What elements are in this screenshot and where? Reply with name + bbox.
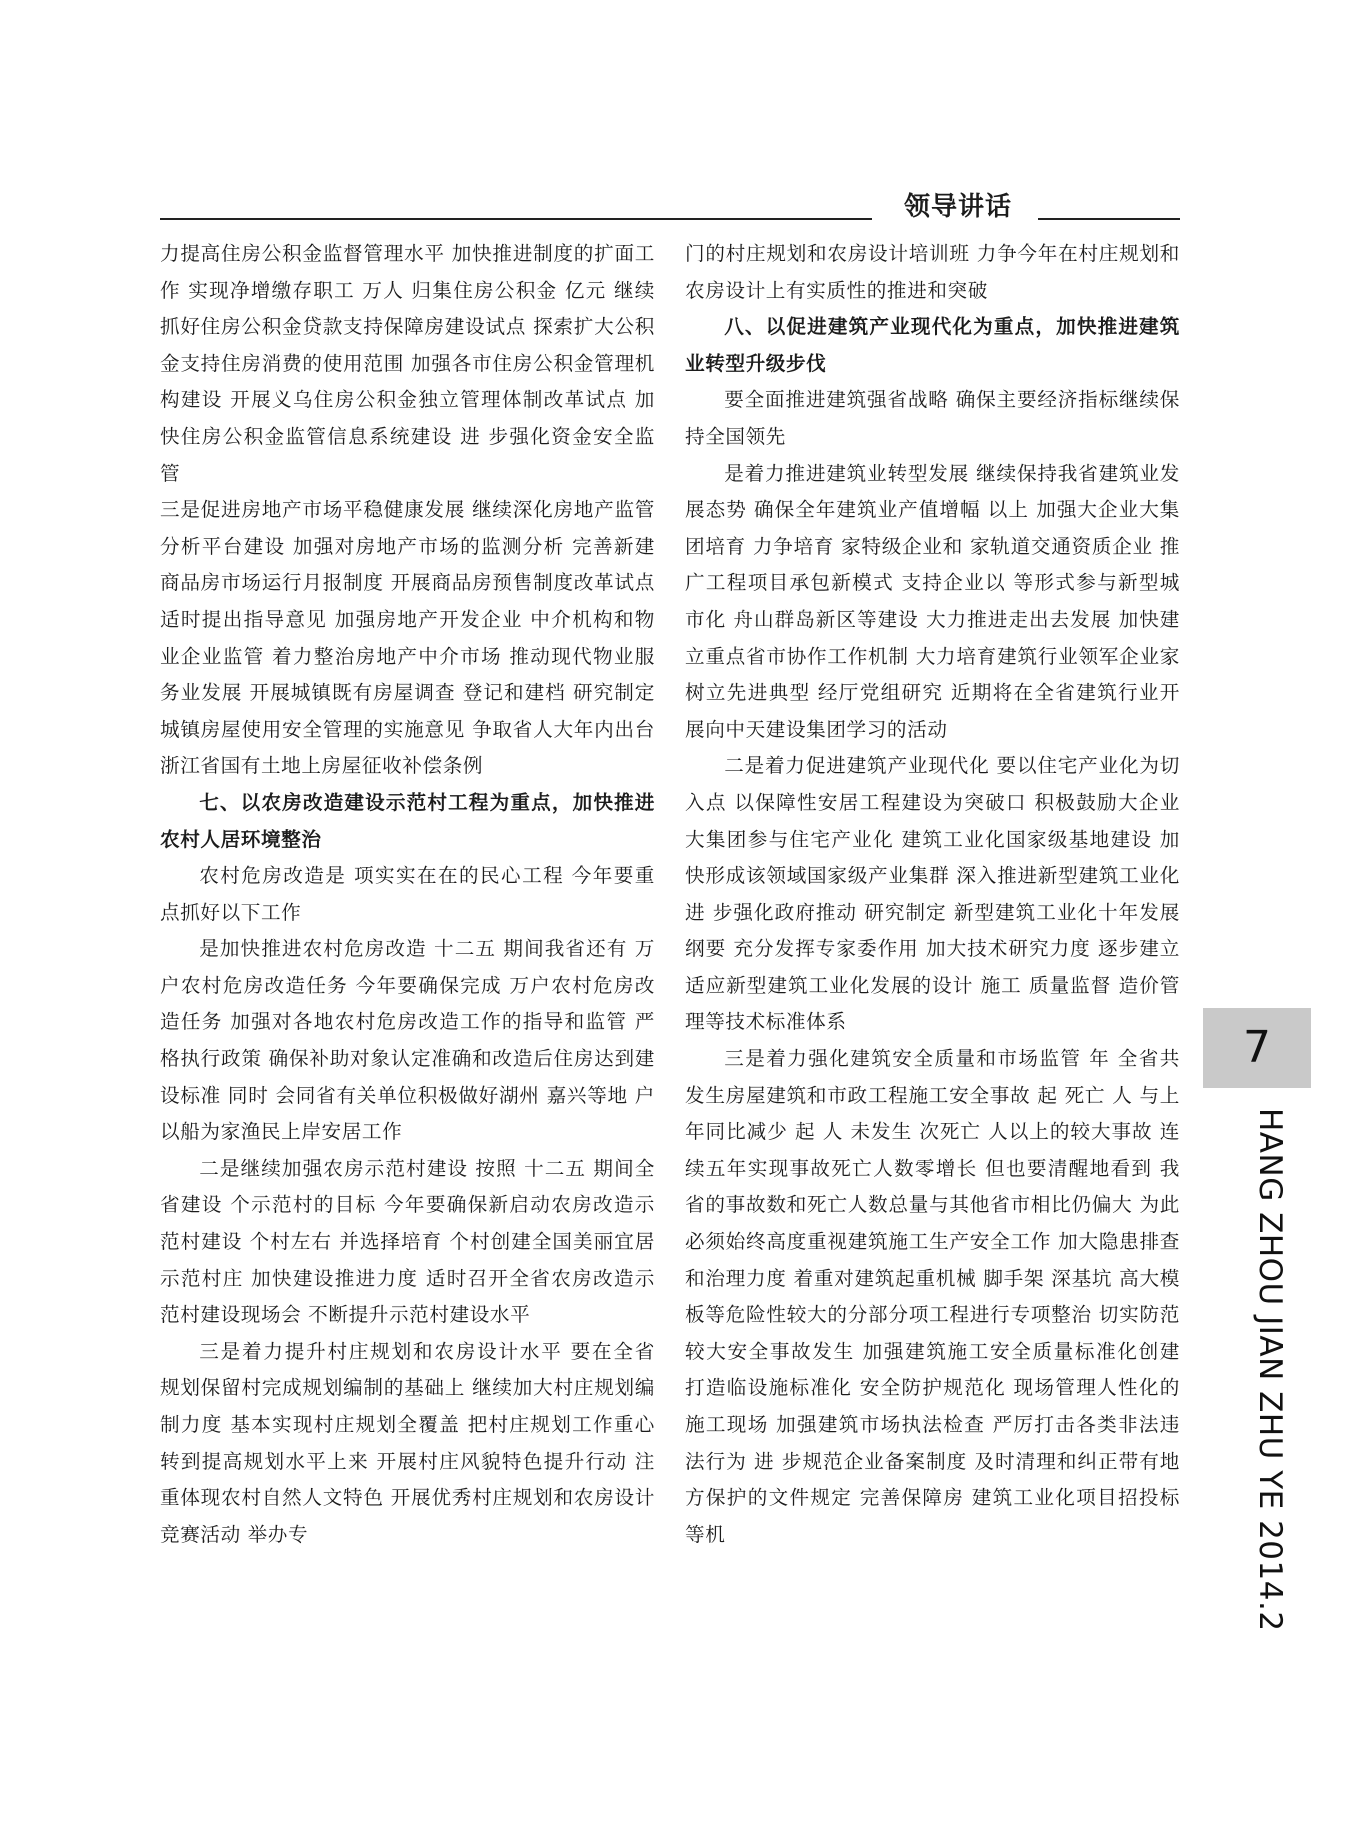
paragraph: 是加快推进农村危房改造 十二五 期间我省还有 万户农村危房改造任务 今年要确保完成 万户农村危房改造任务 加强对各地农村危房改造工作的指导和监管 严格执行政策 确保补助对象认定准确和改造后住房达到建设标准 同时 会同省有关单位积极做好湖州 嘉兴等地 户以船为家渔民上岸安居工作 bbox=[160, 937, 655, 1144]
paragraph: 二是继续加强农房示范村建设 按照 十二五 期间全省建设 个示范村的目标 今年要确保新启动农房改造示范村建设 个村左右 并选择培育 个村创建全国美丽宜居示范村庄 加快建设推进力度 适时召开全省农房改造示范村建设现场会 不断提升示范村建设水平 bbox=[160, 1156, 655, 1327]
paragraph: 门的村庄规划和农房设计培训班 力争今年在村庄规划和农房设计上有实质性的推进和突破 bbox=[685, 242, 1180, 302]
left-column bbox=[160, 236, 655, 1553]
section-heading-8: 八、以促进建筑产业现代化为重点，加快推进建筑业转型升级步伐 bbox=[685, 315, 1180, 375]
paragraph: 三是着力提升村庄规划和农房设计水平 要在全省 规划保留村完成规划编制的基础上 继续加大村庄规划编制力度 基本实现村庄规划全覆盖 把村庄规划工作重心转到提高规划水平上来 开展村庄风貌特色提升行动 注重体现农村自然人文特色 开展优秀村庄规划和农房设计竞赛活动 举办专 bbox=[160, 1339, 655, 1546]
section-heading-7: 七、以农房改造建设示范村工程为重点，加快推进农村人居环境整治 bbox=[160, 790, 655, 851]
header-rule-left bbox=[160, 218, 872, 220]
paragraph: 力提高住房公积金监督管理水平 加快推进制度的扩面工作 实现净增缴存职工 万人 归集住房公积金 亿元 继续抓好住房公积金贷款支持保障房建设试点 探索扩大公积金支持住房消费的使用范围 加强各市住房公积金管理机构建设 开展义乌住房公积金独立管理体制改革试点 加快住房公积金监管信息系统建设 进 步强化资金安全监管 bbox=[160, 242, 655, 485]
right-column bbox=[685, 236, 1180, 1553]
page-number: 7 bbox=[1203, 1008, 1311, 1088]
paragraph: 三是促进房地产市场平稳健康发展 继续深化房地产监管分析平台建设 加强对房地产市场的监测分析 完善新建商品房市场运行月报制度 开展商品房预售制度改革试点 适时提出指导意见 加强房地产开发企业 中介机构和物业企业监管 着力整治房地产中介市场 推动现代物业服务业发展 开展城镇既有房屋调查 登记和建档 研究制定城镇房屋使用安全管理的实施意见 争取省人大年内出台 浙江省国有土地上房屋征收补偿条例 bbox=[160, 498, 655, 778]
paragraph: 要全面推进建筑强省战略 确保主要经济指标继续保持全国领先 bbox=[685, 388, 1180, 448]
journal-name: HANG ZHOU JIAN ZHU YE 2014.2 bbox=[1252, 1108, 1288, 1632]
paragraph: 二是着力促进建筑产业现代化 要以住宅产业化为切入点 以保障性安居工程建设为突破口 积极鼓励大企业 大集团参与住宅产业化 建筑工业化国家级基地建设 加快形成该领域国家级产业集群 深入推进新型建筑工业化 进 步强化政府推动 研究制定 新型建筑工业化十年发展纲要 充分发挥专家委作用 加大技术研究力度 逐步建立适应新型建筑工业化发展的设计 施工 质量监督 造价管理等技术标准体系 bbox=[685, 754, 1180, 1034]
section-title: 领导讲话 bbox=[903, 192, 1012, 222]
paragraph: 三是着力强化建筑安全质量和市场监管 年 全省共发生房屋建筑和市政工程施工安全事故 起 死亡 人 与上年同比减少 起 人 未发生 次死亡 人以上的较大事故 连续五年实现事故死亡人数零增长 但也要清醒地看到 我省的事故数和死亡人数总量与其他省市相比仍偏大 为此 必须始终高度重视建筑施工生产安全工作 加大隐患排查和治理力度 着重对建筑起重机械 脚手架 深基坑 高大模板等危险性较大的分部分项工程进行专项整治 切实防范较大安全事故发生 加强建筑施工安全质量标准化创建 打造临设施标准化 安全防护规范化 现场管理人性化的施工现场 加强建筑市场执法检查 严厉打击各类非法违法行为 进 步规范企业备案制度 及时清理和纠正带有地方保护的文件规定 完善保障房 建筑工业化项目招投标等机 bbox=[685, 1047, 1180, 1546]
header-rule-right bbox=[1038, 218, 1180, 220]
paragraph: 是着力推进建筑业转型发展 继续保持我省建筑业发展态势 确保全年建筑业产值增幅 以上 加强大企业大集团培育 力争培育 家特级企业和 家轨道交通资质企业 推广工程项目承包新模式 支持企业以 等形式参与新型城市化 舟山群岛新区等建设 大力推进走出去发展 加快建立重点省市协作工作机制 大力培育建筑行业领军企业家 树立先进典型 经厅党组研究 近期将在全省建筑行业开展向中天建设集团学习的活动 bbox=[685, 461, 1180, 741]
paragraph: 农村危房改造是 项实实在在的民心工程 今年要重点抓好以下工作 bbox=[160, 864, 655, 924]
section-header bbox=[160, 185, 1180, 233]
